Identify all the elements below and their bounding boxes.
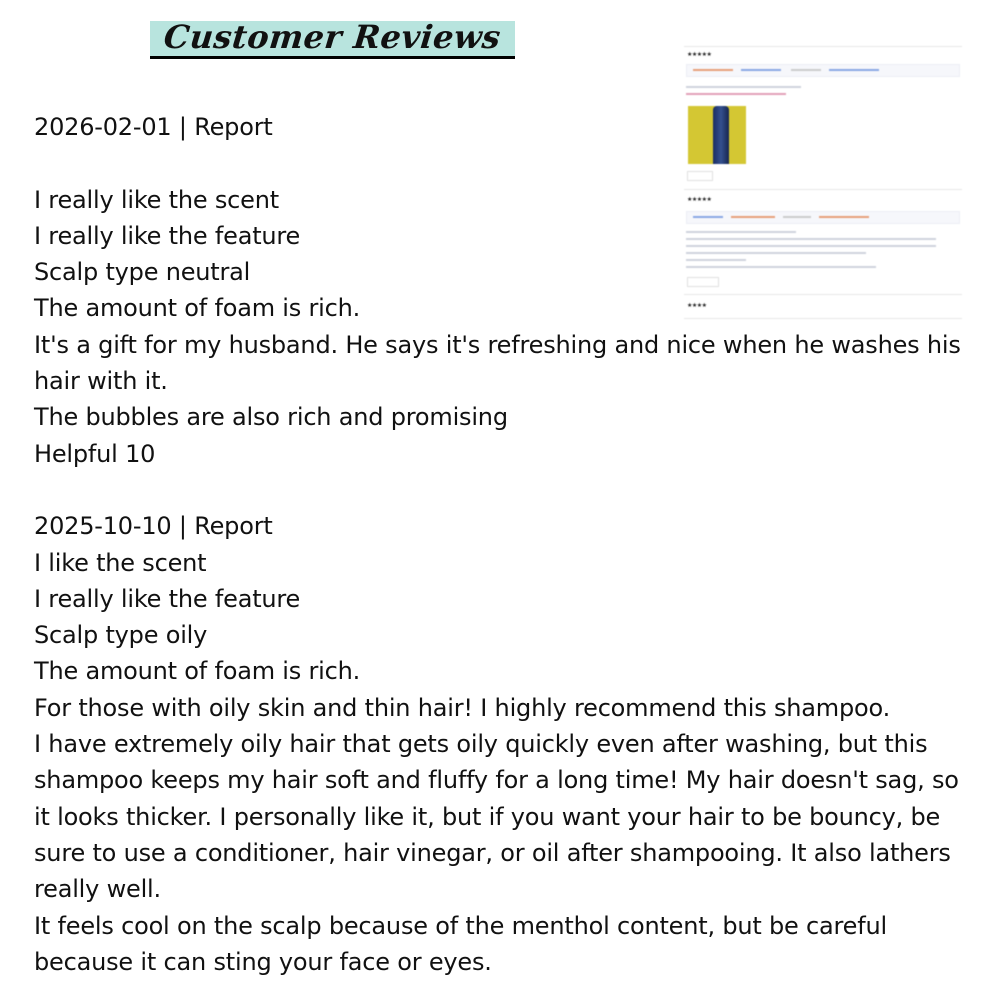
reviews-title-banner bbox=[150, 18, 515, 59]
review-1-line: I really like the feature bbox=[34, 221, 301, 250]
review-2-line: I really like the feature bbox=[34, 584, 301, 613]
review-1-line: Scalp type neutral bbox=[34, 258, 251, 287]
star-rating-icon: ★★★★ bbox=[687, 302, 707, 309]
review-1-meta: 2026-02-01 | Report bbox=[34, 113, 273, 141]
review-1-line: The amount of foam is rich. bbox=[34, 294, 361, 323]
spacer bbox=[34, 472, 974, 508]
tag-bar bbox=[686, 64, 960, 77]
helpful-button bbox=[687, 171, 713, 181]
divider bbox=[684, 294, 962, 295]
review-2-line: I like the scent bbox=[34, 548, 207, 577]
tag-bar bbox=[686, 211, 960, 224]
star-rating-icon: ★★★★★ bbox=[687, 51, 712, 58]
shampoo-bottle-icon bbox=[713, 106, 729, 164]
review-screenshot-thumbnail bbox=[676, 44, 962, 322]
review-2-meta: 2025-10-10 | Report bbox=[34, 512, 273, 541]
review-1-helpful: Helpful 10 bbox=[34, 439, 156, 468]
review-2-line: I have extremely oily hair that gets oily quickly even after washing, but this shampoo keeps my hair soft and fluffy for a long time! My hair doesn't sag, so it looks thicker. I personally like it, but if you want your hair to be bouncy, be sure to use a conditioner, hair vinegar, or oil after shampooing. It also lathers really well. bbox=[34, 730, 959, 904]
page-title: Customer Reviews bbox=[162, 18, 503, 56]
divider bbox=[684, 189, 962, 190]
review-2-line: It feels cool on the scalp because of the menthol content, but be careful because it can sting your face or eyes. bbox=[34, 911, 887, 976]
review-2-line: For those with oily skin and thin hair! I highly recommend this shampoo. bbox=[34, 693, 890, 722]
review-1-line: It's a gift for my husband. He says it's refreshing and nice when he washes his hair with it. bbox=[34, 330, 961, 396]
review-1-line: The bubbles are also rich and promising bbox=[34, 403, 508, 432]
product-photo bbox=[688, 106, 746, 164]
divider bbox=[684, 318, 962, 319]
divider bbox=[684, 46, 962, 47]
review-2-line: Scalp type oily bbox=[34, 621, 208, 650]
helpful-button bbox=[687, 277, 719, 287]
review-2-line: The amount of foam is rich. bbox=[34, 657, 361, 686]
star-rating-icon: ★★★★★ bbox=[687, 196, 712, 203]
review-1-line: I really like the scent bbox=[34, 185, 279, 214]
